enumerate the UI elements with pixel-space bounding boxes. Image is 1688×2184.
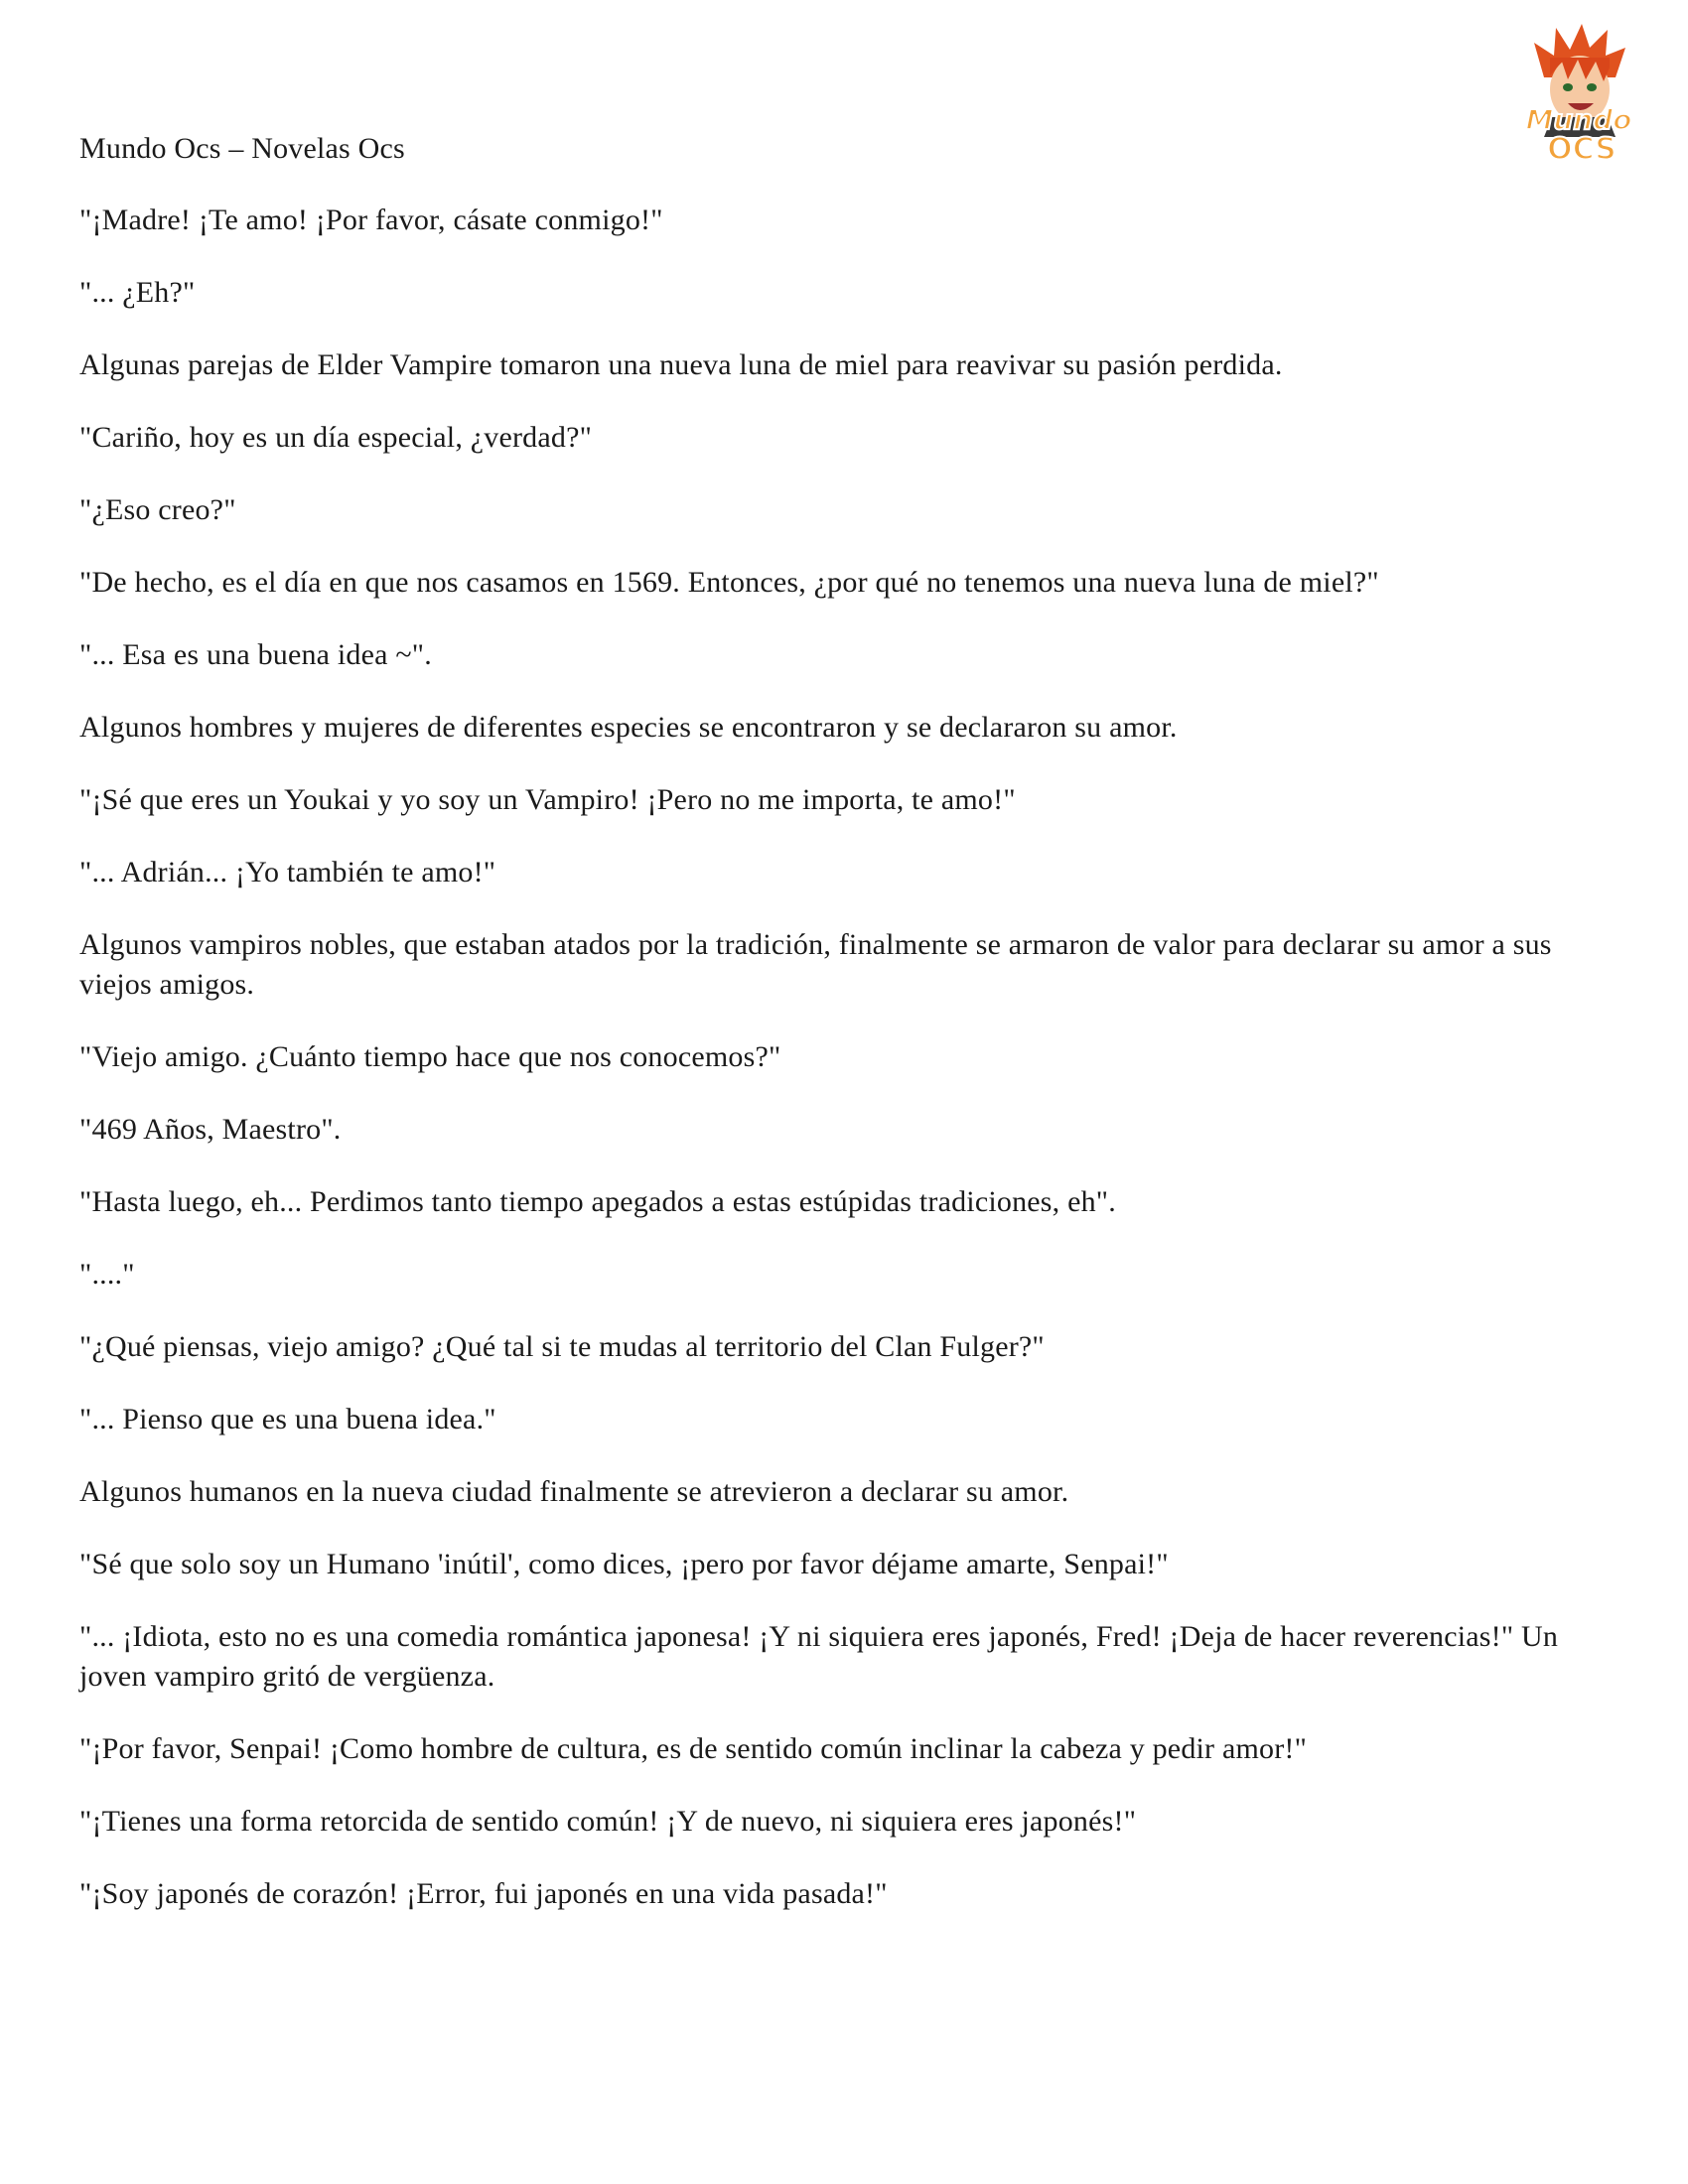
paragraph: "¿Eso creo?" (79, 493, 236, 526)
paragraph: "Cariño, hoy es un día especial, ¿verdad?" (79, 421, 593, 454)
paragraph: "¡Tienes una forma retorcida de sentido común! ¡Y de nuevo, ni siquiera eres japonés!" (79, 1805, 1137, 1838)
paragraph: "...." (79, 1258, 135, 1291)
logo-text-top: Mundo (1525, 103, 1632, 136)
paragraph: "Viejo amigo. ¿Cuánto tiempo hace que nos conocemos?" (79, 1040, 781, 1073)
site-title: Mundo Ocs – Novelas Ocs (79, 132, 405, 165)
paragraph: "... ¡Idiota, esto no es una comedia romántica japonesa! ¡Y ni siquiera eres japonés, Fred! ¡Deja de hacer reverencias!" Un joven vampiro gritó de vergüenza. (79, 1620, 1559, 1693)
logo-text-bottom: OCS (1547, 132, 1617, 167)
paragraph: "... Adrián... ¡Yo también te amo!" (79, 856, 496, 888)
paragraph-list (79, 201, 1628, 1914)
paragraph: "Sé que solo soy un Humano 'inútil', como dices, ¡pero por favor déjame amarte, Senpai!" (79, 1548, 1169, 1580)
paragraph: "... ¿Eh?" (79, 276, 196, 309)
paragraph: "¡Madre! ¡Te amo! ¡Por favor, cásate conmigo!" (79, 204, 663, 236)
paragraph: "... Pienso que es una buena idea." (79, 1403, 496, 1435)
paragraph: "Hasta luego, eh... Perdimos tanto tiempo apegados a estas estúpidas tradiciones, eh". (79, 1185, 1116, 1218)
paragraph: Algunos humanos en la nueva ciudad finalmente se atrevieron a declarar su amor. (79, 1475, 1069, 1508)
paragraph: "¡Soy japonés de corazón! ¡Error, fui japonés en una vida pasada!" (79, 1877, 888, 1910)
paragraph: "¡Sé que eres un Youkai y yo soy un Vampiro! ¡Pero no me importa, te amo!" (79, 783, 1016, 816)
paragraph: "469 Años, Maestro". (79, 1113, 342, 1146)
document-body (79, 129, 1628, 1947)
paragraph: "De hecho, es el día en que nos casamos en 1569. Entonces, ¿por qué no tenemos una nueva luna de miel?" (79, 566, 1379, 599)
paragraph: Algunas parejas de Elder Vampire tomaron una nueva luna de miel para reavivar su pasión perdida. (79, 348, 1283, 381)
paragraph: Algunos vampiros nobles, que estaban atados por la tradición, finalmente se armaron de valor para declarar su amor a sus viejos amigos. (79, 928, 1552, 1001)
paragraph: Algunos hombres y mujeres de diferentes especies se encontraron y se declararon su amor. (79, 711, 1178, 744)
paragraph: "¡Por favor, Senpai! ¡Como hombre de cultura, es de sentido común inclinar la cabeza y pedir amor!" (79, 1732, 1308, 1765)
paragraph: "¿Qué piensas, viejo amigo? ¿Qué tal si te mudas al territorio del Clan Fulger?" (79, 1330, 1045, 1363)
paragraph: "... Esa es una buena idea ~". (79, 638, 432, 671)
